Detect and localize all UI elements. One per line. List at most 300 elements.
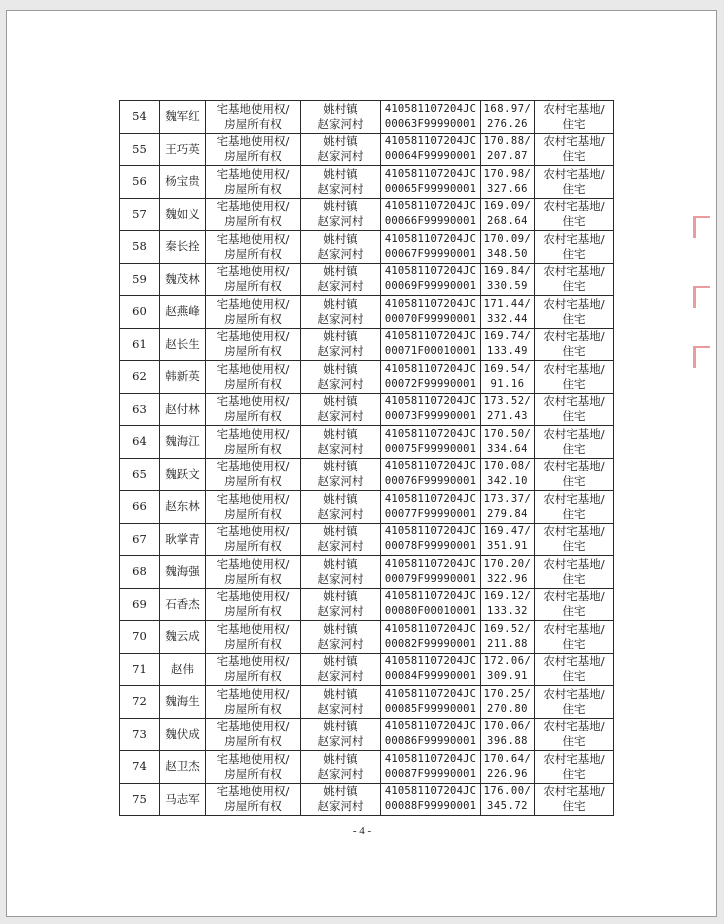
location-text: 姚村镇 [323,394,358,409]
unit-code-text: 410581107204JC [384,590,477,603]
usage-text: 住宅 [562,571,586,586]
location-text: 赵家河村 [317,734,364,749]
usage-text: 农村宅基地/ [543,361,605,376]
right-type-text: 房屋所有权 [224,311,282,326]
area-cell [481,296,535,329]
area-text: 270.80 [487,702,528,715]
location-cell [301,361,381,394]
usage-text: 住宅 [562,506,586,521]
table-row [120,458,614,491]
owner-name-cell [160,686,206,719]
usage-cell [535,491,614,524]
right-type-text: 房屋所有权 [224,571,282,586]
area-text: 176.00/ [483,785,532,798]
unit-code-cell [381,296,481,329]
owner-name-cell [160,328,206,361]
table-row [120,718,614,751]
right-type-text: 宅基地使用权/ [216,784,290,799]
right-type-text: 房屋所有权 [224,246,282,261]
area-text: 169.54/ [483,362,532,375]
location-cell [301,653,381,686]
usage-text: 农村宅基地/ [543,199,605,214]
usage-text: 农村宅基地/ [543,166,605,181]
usage-cell [535,556,614,589]
owner-name-text: 耿掌青 [165,531,200,546]
area-text: 207.87 [487,150,528,163]
unit-code-text: 410581107204JC [384,362,477,375]
row-number-text: 64 [132,434,147,449]
right-type-text: 宅基地使用权/ [216,556,290,571]
owner-name-text: 魏茂林 [165,271,200,286]
location-text: 赵家河村 [317,246,364,261]
location-text: 赵家河村 [317,766,364,781]
unit-code-cell [381,621,481,654]
row-number-cell [120,263,160,296]
right-type-text: 房屋所有权 [224,506,282,521]
row-number-cell [120,198,160,231]
usage-text: 住宅 [562,636,586,651]
unit-code-cell [381,198,481,231]
area-cell [481,101,535,134]
unit-code-text: 00073F99990001 [384,410,477,423]
area-cell [481,426,535,459]
usage-text: 住宅 [562,539,586,554]
owner-name-cell [160,101,206,134]
area-cell [481,523,535,556]
unit-code-text: 00077F99990001 [384,507,477,520]
location-text: 姚村镇 [323,459,358,474]
usage-text: 住宅 [562,669,586,684]
right-type-text: 房屋所有权 [224,279,282,294]
red-seal-mark [693,346,710,368]
right-type-text: 宅基地使用权/ [216,199,290,214]
row-number-text: 75 [132,791,147,806]
right-type-text: 房屋所有权 [224,669,282,684]
area-cell [481,686,535,719]
location-text: 姚村镇 [323,361,358,376]
usage-text: 住宅 [562,116,586,131]
unit-code-text: 00088F99990001 [384,800,477,813]
table-row [120,296,614,329]
location-text: 姚村镇 [323,491,358,506]
unit-code-text: 410581107204JC [384,102,477,115]
unit-code-text: 410581107204JC [384,525,477,538]
owner-name-text: 赵长生 [165,336,200,351]
location-text: 姚村镇 [323,264,358,279]
right-type-cell [206,491,301,524]
unit-code-text: 410581107204JC [384,232,477,245]
area-cell [481,361,535,394]
usage-cell [535,588,614,621]
usage-text: 农村宅基地/ [543,686,605,701]
location-cell [301,133,381,166]
location-text: 赵家河村 [317,506,364,521]
location-cell [301,621,381,654]
right-type-cell [206,296,301,329]
table-row [120,588,614,621]
usage-cell [535,393,614,426]
unit-code-cell [381,393,481,426]
location-text: 姚村镇 [323,686,358,701]
right-type-text: 宅基地使用权/ [216,459,290,474]
right-type-cell [206,653,301,686]
area-text: 169.52/ [483,622,532,635]
area-text: 169.47/ [483,525,532,538]
area-text: 332.44 [487,312,528,325]
row-number-cell [120,361,160,394]
right-type-cell [206,783,301,816]
location-text: 姚村镇 [323,231,358,246]
location-text: 赵家河村 [317,279,364,294]
right-type-text: 房屋所有权 [224,344,282,359]
area-text: 276.26 [487,117,528,130]
right-type-text: 房屋所有权 [224,441,282,456]
unit-code-text: 410581107204JC [384,687,477,700]
location-cell [301,296,381,329]
unit-code-cell [381,783,481,816]
usage-cell [535,718,614,751]
area-text: 171.44/ [483,297,532,310]
location-cell [301,751,381,784]
usage-text: 住宅 [562,409,586,424]
location-text: 赵家河村 [317,376,364,391]
right-type-text: 宅基地使用权/ [216,166,290,181]
usage-text: 农村宅基地/ [543,426,605,441]
unit-code-text: 410581107204JC [384,167,477,180]
row-number-text: 60 [132,304,147,319]
row-number-cell [120,751,160,784]
table-row [120,328,614,361]
row-number-text: 56 [132,174,147,189]
right-type-text: 宅基地使用权/ [216,654,290,669]
location-text: 赵家河村 [317,604,364,619]
right-type-text: 宅基地使用权/ [216,101,290,116]
usage-cell [535,166,614,199]
page-number: - 4 - [352,825,372,837]
location-text: 赵家河村 [317,214,364,229]
usage-text: 住宅 [562,181,586,196]
area-text: 170.64/ [483,752,532,765]
usage-text: 农村宅基地/ [543,654,605,669]
location-text: 赵家河村 [317,474,364,489]
row-number-text: 63 [132,401,147,416]
right-type-cell [206,556,301,589]
area-text: 170.98/ [483,167,532,180]
owner-name-text: 石香杰 [165,596,200,611]
unit-code-text: 00071F00010001 [384,345,477,358]
usage-cell [535,686,614,719]
table-row [120,263,614,296]
location-text: 姚村镇 [323,621,358,636]
unit-code-text: 410581107204JC [384,557,477,570]
right-type-text: 房屋所有权 [224,636,282,651]
owner-name-text: 魏云成 [165,629,200,644]
table-row [120,198,614,231]
row-number-text: 55 [132,141,147,156]
location-cell [301,263,381,296]
right-type-text: 房屋所有权 [224,474,282,489]
area-text: 322.96 [487,572,528,585]
row-number-text: 57 [132,206,147,221]
usage-cell [535,263,614,296]
right-type-cell [206,328,301,361]
usage-text: 住宅 [562,604,586,619]
right-type-text: 房屋所有权 [224,701,282,716]
row-number-cell [120,686,160,719]
right-type-cell [206,523,301,556]
owner-name-cell [160,263,206,296]
usage-text: 农村宅基地/ [543,329,605,344]
owner-name-text: 赵伟 [171,661,194,676]
area-text: 170.25/ [483,687,532,700]
owner-name-text: 魏海江 [165,434,200,449]
location-text: 姚村镇 [323,199,358,214]
right-type-text: 房屋所有权 [224,149,282,164]
row-number-text: 72 [132,694,147,709]
location-cell [301,426,381,459]
usage-cell [535,361,614,394]
right-type-text: 房屋所有权 [224,116,282,131]
location-text: 赵家河村 [317,311,364,326]
unit-code-text: 410581107204JC [384,655,477,668]
area-cell [481,198,535,231]
owner-name-text: 魏海生 [165,694,200,709]
location-cell [301,166,381,199]
right-type-text: 宅基地使用权/ [216,134,290,149]
location-cell [301,328,381,361]
owner-name-text: 魏海强 [165,564,200,579]
row-number-cell [120,393,160,426]
unit-code-cell [381,588,481,621]
right-type-text: 宅基地使用权/ [216,751,290,766]
row-number-text: 74 [132,759,147,774]
area-cell [481,263,535,296]
usage-text: 农村宅基地/ [543,719,605,734]
location-text: 赵家河村 [317,181,364,196]
unit-code-text: 00063F99990001 [384,117,477,130]
unit-code-text: 410581107204JC [384,752,477,765]
usage-text: 农村宅基地/ [543,784,605,799]
row-number-cell [120,588,160,621]
location-text: 姚村镇 [323,134,358,149]
area-text: 133.49 [487,345,528,358]
table-row [120,231,614,264]
right-type-text: 宅基地使用权/ [216,589,290,604]
area-text: 173.52/ [483,395,532,408]
unit-code-text: 00065F99990001 [384,182,477,195]
right-type-text: 宅基地使用权/ [216,231,290,246]
unit-code-text: 00064F99990001 [384,150,477,163]
usage-text: 住宅 [562,279,586,294]
unit-code-text: 410581107204JC [384,622,477,635]
area-text: 170.50/ [483,427,532,440]
location-text: 姚村镇 [323,784,358,799]
location-cell [301,556,381,589]
unit-code-cell [381,556,481,589]
location-text: 赵家河村 [317,344,364,359]
location-text: 姚村镇 [323,296,358,311]
row-number-cell [120,458,160,491]
location-text: 姚村镇 [323,654,358,669]
location-text: 赵家河村 [317,116,364,131]
area-text: 170.06/ [483,720,532,733]
row-number-text: 69 [132,596,147,611]
unit-code-text: 00072F99990001 [384,377,477,390]
table-row [120,393,614,426]
row-number-cell [120,133,160,166]
right-type-text: 房屋所有权 [224,604,282,619]
owner-name-cell [160,556,206,589]
usage-text: 农村宅基地/ [543,459,605,474]
usage-text: 农村宅基地/ [543,524,605,539]
location-text: 赵家河村 [317,799,364,814]
area-cell [481,133,535,166]
right-type-text: 房屋所有权 [224,766,282,781]
row-number-cell [120,523,160,556]
right-type-text: 宅基地使用权/ [216,686,290,701]
row-number-cell [120,296,160,329]
right-type-cell [206,588,301,621]
usage-cell [535,751,614,784]
area-text: 279.84 [487,507,528,520]
owner-name-text: 魏跃文 [165,466,200,481]
table-row [120,133,614,166]
right-type-cell [206,198,301,231]
unit-code-text: 00075F99990001 [384,442,477,455]
location-text: 赵家河村 [317,441,364,456]
right-type-cell [206,751,301,784]
usage-text: 住宅 [562,149,586,164]
row-number-cell [120,426,160,459]
unit-code-text: 00082F99990001 [384,637,477,650]
right-type-text: 宅基地使用权/ [216,329,290,344]
location-text: 赵家河村 [317,539,364,554]
owner-name-cell [160,653,206,686]
row-number-text: 58 [132,239,147,254]
location-text: 姚村镇 [323,719,358,734]
location-cell [301,686,381,719]
area-text: 309.91 [487,670,528,683]
owner-name-text: 杨宝贵 [165,174,200,189]
right-type-text: 宅基地使用权/ [216,264,290,279]
area-text: 330.59 [487,280,528,293]
usage-cell [535,231,614,264]
area-cell [481,166,535,199]
unit-code-cell [381,101,481,134]
row-number-text: 70 [132,629,147,644]
area-text: 334.64 [487,442,528,455]
area-text: 170.20/ [483,557,532,570]
right-type-cell [206,166,301,199]
usage-text: 住宅 [562,474,586,489]
owner-name-cell [160,523,206,556]
usage-cell [535,426,614,459]
right-type-text: 房屋所有权 [224,734,282,749]
unit-code-text: 410581107204JC [384,265,477,278]
right-type-text: 宅基地使用权/ [216,491,290,506]
row-number-text: 73 [132,726,147,741]
area-text: 168.97/ [483,102,532,115]
area-cell [481,231,535,264]
right-type-cell [206,458,301,491]
row-number-text: 68 [132,564,147,579]
location-text: 姚村镇 [323,751,358,766]
red-seal-mark [693,286,710,308]
usage-text: 农村宅基地/ [543,394,605,409]
right-type-text: 宅基地使用权/ [216,524,290,539]
location-cell [301,198,381,231]
location-cell [301,783,381,816]
unit-code-text: 410581107204JC [384,720,477,733]
row-number-cell [120,166,160,199]
unit-code-text: 00087F99990001 [384,767,477,780]
owner-name-cell [160,588,206,621]
location-text: 姚村镇 [323,426,358,441]
area-cell [481,653,535,686]
unit-code-text: 00085F99990001 [384,702,477,715]
location-text: 姚村镇 [323,101,358,116]
right-type-text: 宅基地使用权/ [216,394,290,409]
area-cell [481,783,535,816]
unit-code-text: 00086F99990001 [384,735,477,748]
row-number-cell [120,718,160,751]
area-text: 271.43 [487,410,528,423]
unit-code-cell [381,686,481,719]
area-text: 327.66 [487,182,528,195]
usage-cell [535,133,614,166]
right-type-text: 宅基地使用权/ [216,621,290,636]
table-row [120,751,614,784]
owner-name-cell [160,296,206,329]
usage-text: 农村宅基地/ [543,134,605,149]
red-seal-mark [693,216,710,238]
row-number-text: 66 [132,499,147,514]
owner-name-cell [160,361,206,394]
location-text: 赵家河村 [317,701,364,716]
unit-code-text: 00070F99990001 [384,312,477,325]
area-text: 226.96 [487,767,528,780]
right-type-cell [206,133,301,166]
area-cell [481,588,535,621]
unit-code-text: 410581107204JC [384,460,477,473]
owner-name-cell [160,166,206,199]
owner-name-text: 秦长拴 [165,239,200,254]
unit-code-text: 00084F99990001 [384,670,477,683]
usage-text: 住宅 [562,734,586,749]
unit-code-cell [381,133,481,166]
area-text: 173.37/ [483,492,532,505]
location-cell [301,458,381,491]
table-row [120,361,614,394]
unit-code-text: 410581107204JC [384,395,477,408]
owner-name-text: 魏伏成 [165,726,200,741]
usage-cell [535,296,614,329]
area-cell [481,458,535,491]
table-row [120,523,614,556]
unit-code-cell [381,328,481,361]
right-type-text: 房屋所有权 [224,214,282,229]
usage-cell [535,523,614,556]
usage-text: 住宅 [562,766,586,781]
table-row [120,491,614,524]
usage-text: 农村宅基地/ [543,101,605,116]
usage-text: 农村宅基地/ [543,621,605,636]
owner-name-text: 赵卫杰 [165,759,200,774]
right-type-text: 房屋所有权 [224,409,282,424]
location-cell [301,588,381,621]
area-text: 342.10 [487,475,528,488]
row-number-text: 65 [132,466,147,481]
